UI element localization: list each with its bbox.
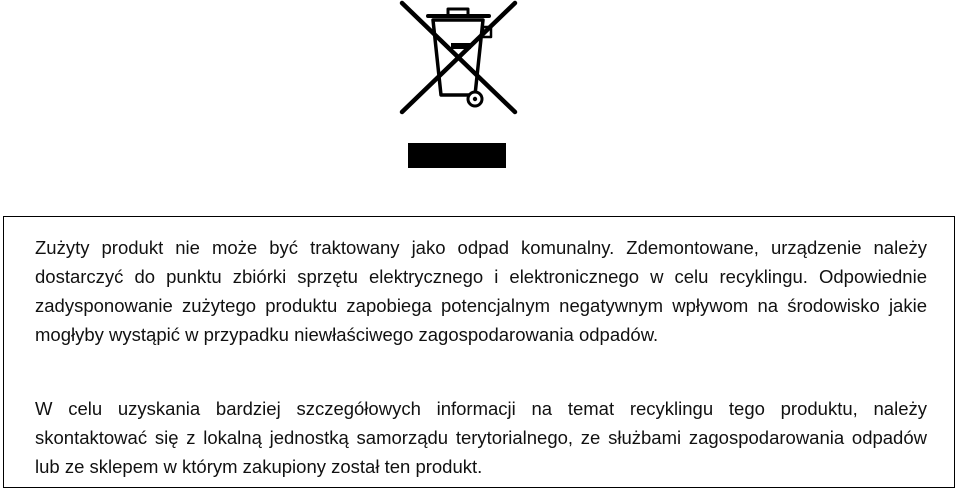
weee-bar — [408, 143, 506, 168]
crossed-out-wheelie-bin-icon — [398, 0, 520, 115]
recycling-info-paragraph: W celu uzyskania bardziej szczegółowych informacji na temat recyklingu tego produktu, należy skontaktować się z lokalną jednostką samorządu terytorialnego, ze służbami zagospodarowania odpadów lub ze sklepem w którym zakupiony został ten produkt. — [35, 398, 927, 477]
disposal-notice-box — [3, 216, 955, 488]
disposal-paragraph: Zużyty produkt nie może być traktowany jako odpad komunalny. Zdemontowane, urządzenie należy dostarczyć do punktu zbiórki sprzętu elektrycznego i elektronicznego w celu recyklingu. Odpowiednie zadysponowanie zużytego produktu zapobiega potencjalnym negatywnym wpływom na środowisko jakie mogłyby wystąpić w przypadku niewłaściwego zagospodarowania odpadów. — [35, 237, 927, 345]
